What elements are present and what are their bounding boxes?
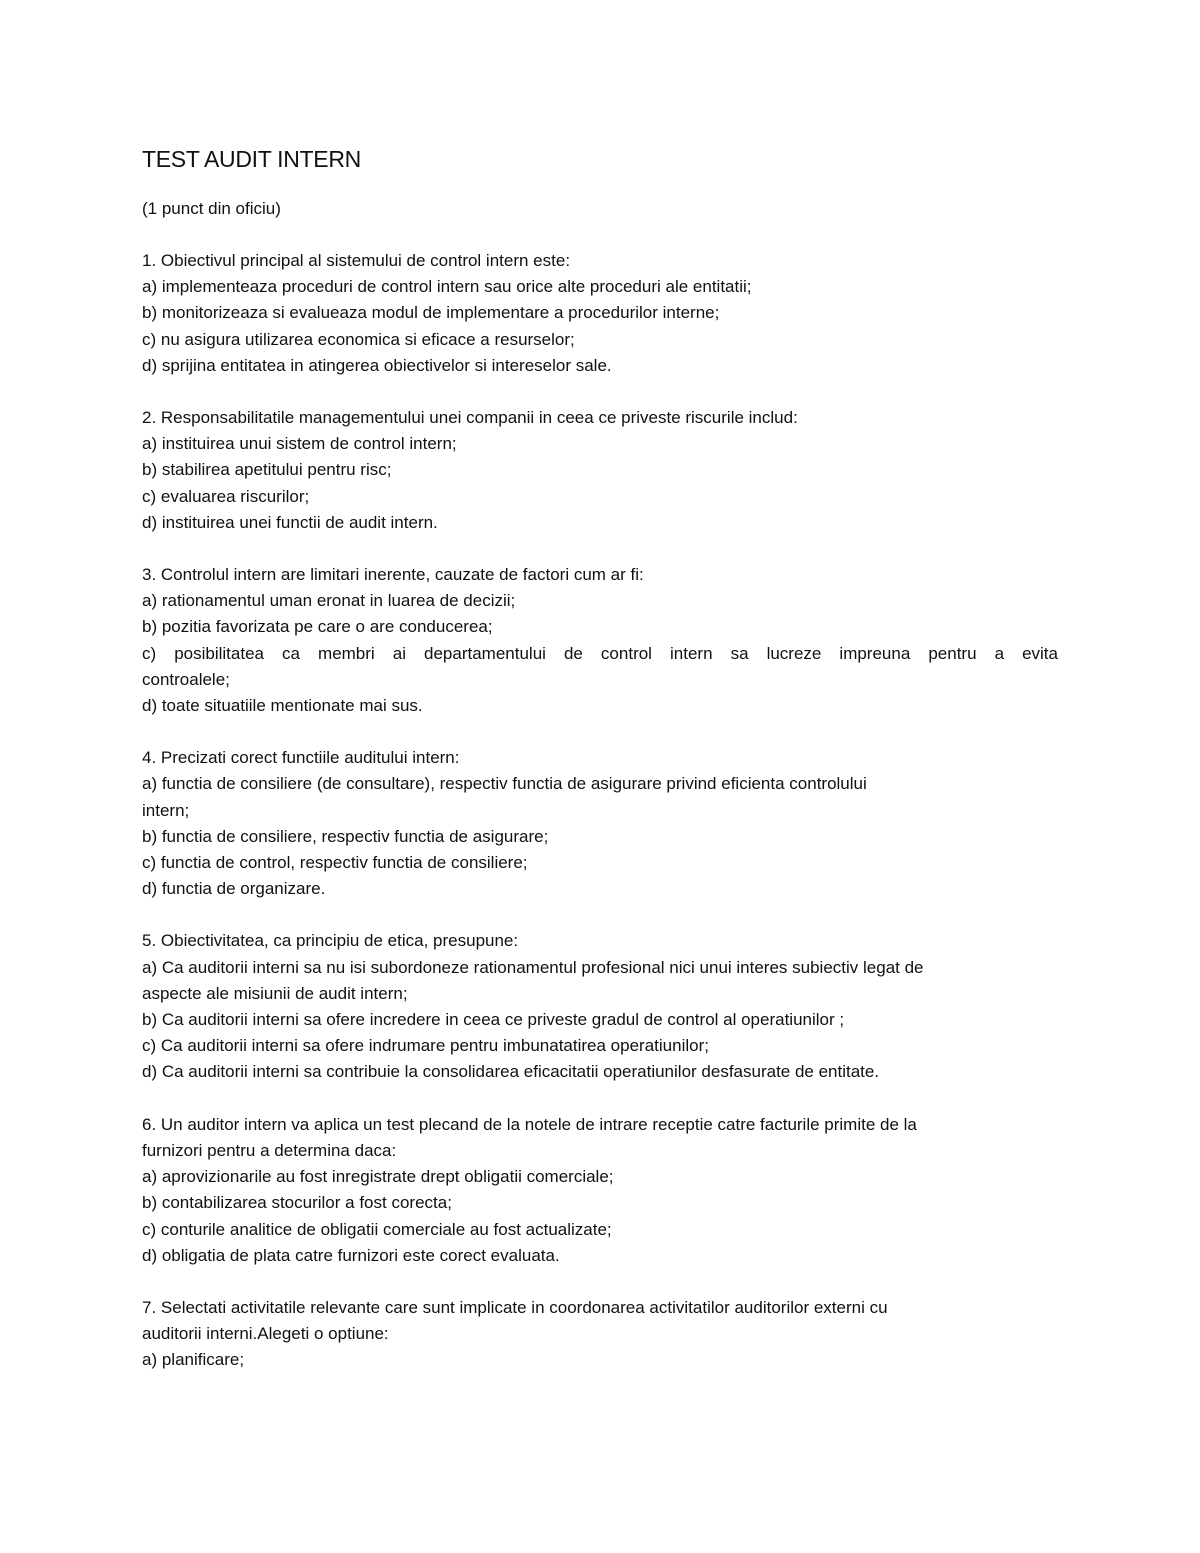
question-7-text-continued: auditorii interni.Alegeti o optiune: xyxy=(142,1324,389,1344)
question-2-option-a: a) instituirea unui sistem de control intern; xyxy=(142,434,457,454)
question-5-option-a-continued: aspecte ale misiunii de audit intern; xyxy=(142,983,408,1003)
question-6-option-b: b) contabilizarea stocurilor a fost corecta; xyxy=(142,1193,452,1213)
question-6-option-d: d) obligatia de plata catre furnizori este corect evaluata. xyxy=(142,1245,560,1265)
question-3-text: 3. Controlul intern are limitari inerente, cauzate de factori cum ar fi: xyxy=(142,565,644,585)
question-4-option-b: b) functia de consiliere, respectiv functia de asigurare; xyxy=(142,826,549,846)
question-4 xyxy=(142,745,1058,902)
question-5-option-b: b) Ca auditorii interni sa ofere incredere in ceea ce priveste gradul de control al operatiunilor ; xyxy=(142,1010,845,1030)
question-6-option-a: a) aprovizionarile au fost inregistrate drept obligatii comerciale; xyxy=(142,1167,614,1187)
question-5-option-a: a) Ca auditorii interni sa nu isi subordoneze rationamentul profesional nici unui interes subiectiv legat de xyxy=(142,957,924,977)
question-1-text: 1. Obiectivul principal al sistemului de control intern este: xyxy=(142,251,571,270)
question-2-option-b: b) stabilirea apetitului pentru risc; xyxy=(142,460,392,480)
question-7-option-a: a) planificare; xyxy=(142,1350,245,1370)
document-title: TEST AUDIT INTERN xyxy=(142,146,361,172)
question-1-option-b: b) monitorizeaza si evalueaza modul de implementare a procedurilor interne; xyxy=(142,303,720,323)
question-6 xyxy=(142,1112,1058,1269)
question-3-option-c-continued: controalele; xyxy=(142,669,230,689)
question-2 xyxy=(142,405,1058,536)
question-2-option-d: d) instituirea unei functii de audit intern. xyxy=(142,512,438,532)
question-5-option-d: d) Ca auditorii interni sa contribuie la consolidarea eficacitatii operatiunilor desfasurate de entitate. xyxy=(142,1062,880,1082)
question-4-option-d: d) functia de organizare. xyxy=(142,879,326,899)
question-4-text: 4. Precizati corect functiile auditului intern: xyxy=(142,748,460,768)
question-2-text: 2. Responsabilitatile managementului unei companii in ceea ce priveste riscurile includ: xyxy=(142,408,798,428)
question-3-option-b: b) pozitia favorizata pe care o are conducerea; xyxy=(142,617,493,637)
question-3-option-a: a) rationamentul uman eronat in luarea de decizii; xyxy=(142,591,516,611)
question-3-option-d: d) toate situatiile mentionate mai sus. xyxy=(142,696,423,716)
question-5-text: 5. Obiectivitatea, ca principiu de etica, presupune: xyxy=(142,931,519,951)
question-1-option-c: c) nu asigura utilizarea economica si eficace a resurselor; xyxy=(142,329,575,349)
question-4-option-a-continued: intern; xyxy=(142,800,190,820)
question-3 xyxy=(142,562,1058,719)
question-6-text: 6. Un auditor intern va aplica un test plecand de la notele de intrare receptie catre facturile primite de la xyxy=(142,1114,917,1134)
question-3-option-c: c) posibilitatea ca membri ai departamentului de control intern sa lucreze impreuna pentru a evita xyxy=(142,643,1058,663)
question-5-option-c: c) Ca auditorii interni sa ofere indrumare pentru imbunatatirea operatiunilor; xyxy=(142,1036,709,1056)
question-1-option-a: a) implementeaza proceduri de control intern sau orice alte proceduri ale entitatii; xyxy=(142,277,752,297)
question-6-text-continued: furnizori pentru a determina daca: xyxy=(142,1140,397,1160)
question-4-option-a: a) functia de consiliere (de consultare), respectiv functia de asigurare privind eficienta controlului xyxy=(142,774,867,794)
question-7 xyxy=(142,1295,1058,1374)
question-2-option-c: c) evaluarea riscurilor; xyxy=(142,486,310,506)
question-5 xyxy=(142,928,1058,1085)
question-1 xyxy=(142,248,1058,379)
question-6-option-c: c) conturile analitice de obligatii comerciale au fost actualizate; xyxy=(142,1219,612,1239)
question-1-option-d: d) sprijina entitatea in atingerea obiectivelor si intereselor sale. xyxy=(142,355,612,375)
question-4-option-c: c) functia de control, respectiv functia de consiliere; xyxy=(142,853,528,873)
question-7-text: 7. Selectati activitatile relevante care sunt implicate in coordonarea activitatilor auditorilor externi cu xyxy=(142,1297,888,1317)
document-page xyxy=(142,142,1058,1400)
points-note: (1 punct din oficiu) xyxy=(142,199,281,218)
